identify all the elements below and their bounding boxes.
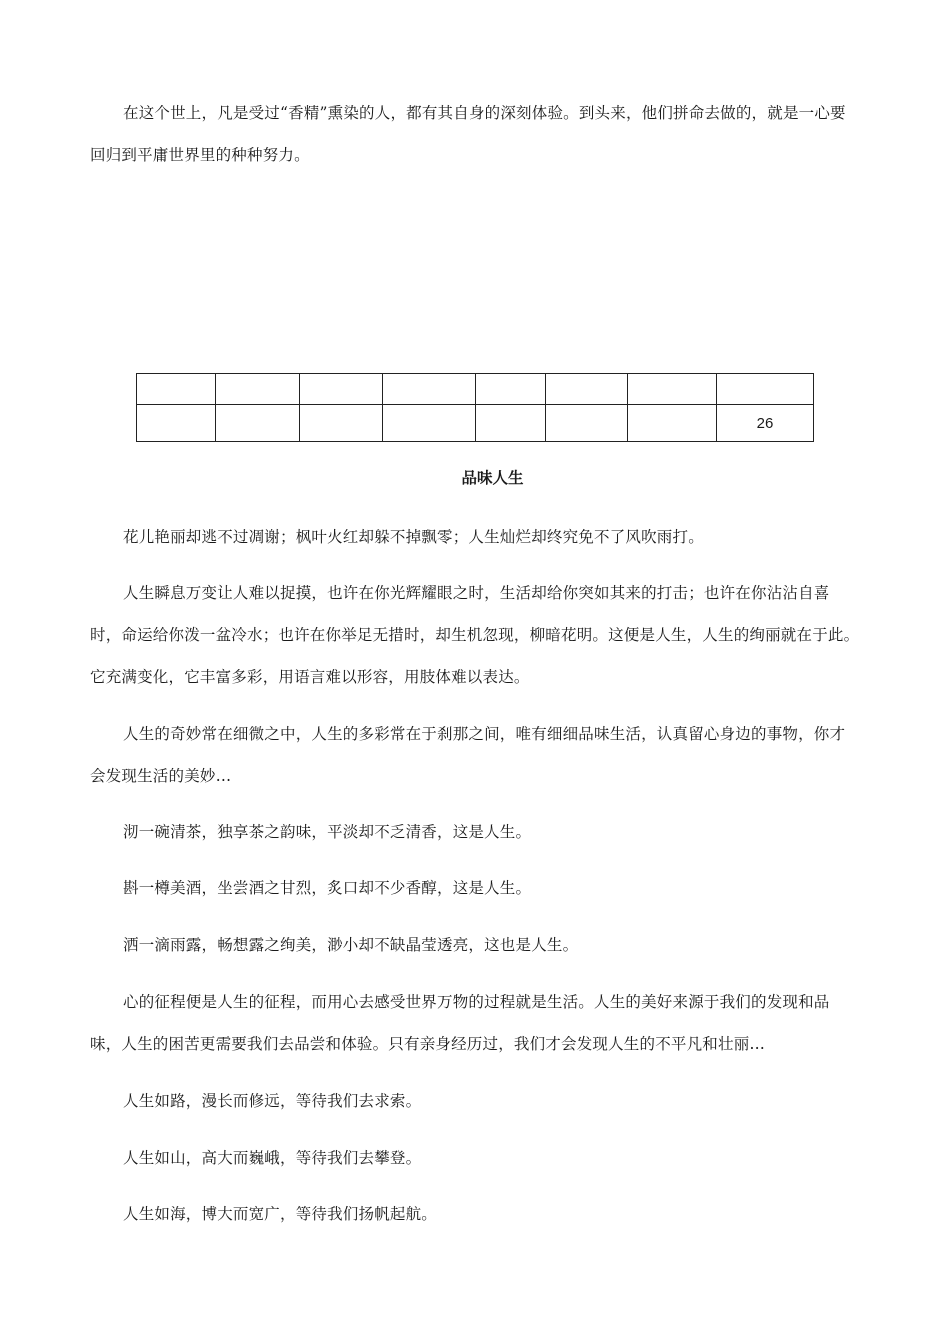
score-table-row	[137, 374, 814, 405]
score-cell	[476, 374, 546, 405]
score-cell	[628, 405, 717, 442]
essay-paragraph: 沏一碗清茶，独享茶之韵味，平淡却不乏清香，这是人生。	[123, 823, 532, 841]
score-cell	[383, 405, 476, 442]
score-cell	[383, 374, 476, 405]
essay-paragraph: 心的征程便是人生的征程，而用心去感受世界万物的过程就是生活。人生的美好来源于我们的发现和品味，人生的困苦更需要我们去品尝和体验。只有亲身经历过，我们才会发现人生的不平凡和壮丽…	[90, 993, 830, 1053]
essay-paragraph: 人生的奇妙常在细微之中，人生的多彩常在于刹那之间，唯有细细品味生活，认真留心身边的事物，你才会发现生活的美妙…	[90, 725, 846, 785]
essay-paragraph: 花儿艳丽却逃不过凋谢；枫叶火红却躲不掉飘零；人生灿烂却终究免不了风吹雨打。	[123, 528, 704, 546]
score-cell	[300, 405, 383, 442]
score-cell	[216, 374, 300, 405]
score-cell	[216, 405, 300, 442]
essay-title: 品味人生	[461, 469, 524, 487]
essay-paragraph: 斟一樽美酒，坐尝酒之甘烈，炙口却不少香醇，这是人生。	[123, 879, 532, 897]
essay-paragraph: 洒一滴雨露，畅想露之绚美，渺小却不缺晶莹透亮，这也是人生。	[123, 936, 579, 954]
essay-paragraph: 人生如山，高大而巍峨，等待我们去攀登。	[123, 1149, 422, 1167]
essay-paragraph: 人生瞬息万变让人难以捉摸，也许在你光辉耀眼之时，生活却给你突如其来的打击；也许在你沾沾自喜时，命运给你泼一盆冷水；也许在你举足无措时，却生机忽现，柳暗花明。这便是人生，人生的绚丽就在于此。它充满变化，它丰富多彩，用语言难以形容，用肢体难以表达。	[90, 584, 860, 686]
score-cell	[717, 374, 814, 405]
score-table-row	[137, 405, 814, 442]
score-cell	[300, 374, 383, 405]
score-cell	[546, 405, 628, 442]
score-cell	[628, 374, 717, 405]
score-table	[136, 373, 814, 442]
score-cell	[546, 374, 628, 405]
essay-paragraph: 人生如路，漫长而修远，等待我们去求索。	[123, 1092, 422, 1110]
score-cell	[137, 374, 216, 405]
intro-paragraph: 在这个世上，凡是受过“香精”熏染的人，都有其自身的深刻体验。到头来，他们拼命去做的，就是一心要回归到平庸世界里的种种努力。	[90, 104, 846, 164]
score-cell	[476, 405, 546, 442]
essay-paragraph: 人生如海，博大而宽广，等待我们扬帆起航。	[123, 1205, 438, 1223]
score-cell	[137, 405, 216, 442]
score-value-cell: 26	[717, 405, 814, 442]
